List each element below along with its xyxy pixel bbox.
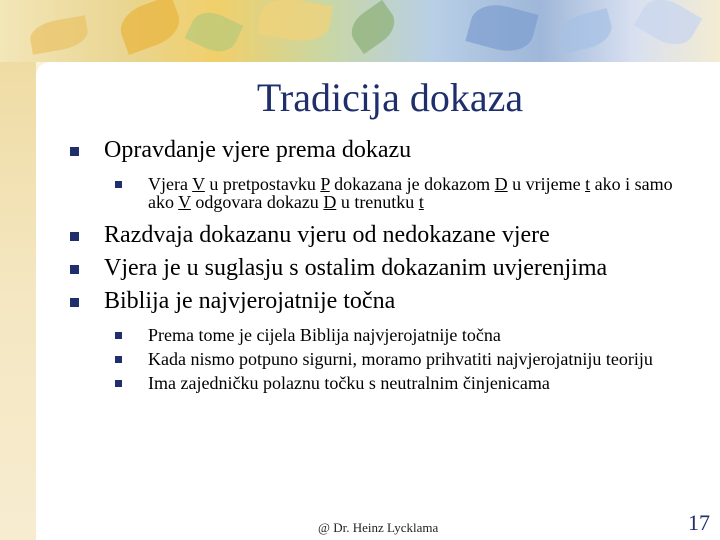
text-run: Vjera bbox=[148, 174, 193, 194]
bullet-item bbox=[60, 252, 708, 285]
variable-d: D bbox=[494, 174, 508, 194]
variable-v: V bbox=[178, 192, 191, 212]
square-bullet-icon bbox=[115, 332, 122, 339]
sub-bullet-text: Prema tome je cijela Biblija najvjerojatnije točna bbox=[148, 325, 501, 345]
sub-bullet-item bbox=[60, 350, 668, 368]
bullet-list bbox=[60, 134, 708, 392]
text-run: u pretpostavku bbox=[204, 174, 321, 194]
decorative-leaf-banner bbox=[0, 0, 720, 62]
bullet-text: Razdvaja dokazanu vjeru od nedokazane vjere bbox=[104, 222, 550, 248]
slide-title: Tradicija dokaza bbox=[256, 75, 524, 120]
page-number: 17 bbox=[688, 510, 710, 535]
square-bullet-icon bbox=[115, 356, 122, 363]
variable-t: t bbox=[585, 174, 591, 194]
variable-t: t bbox=[418, 192, 424, 212]
sub-bullet-item bbox=[60, 374, 720, 392]
variable-v: V bbox=[192, 174, 205, 194]
sub-bullet-item bbox=[60, 326, 708, 344]
variable-p: P bbox=[320, 174, 330, 194]
bullet-item bbox=[60, 285, 708, 318]
footer-author: @ Dr. Heinz Lycklama bbox=[318, 520, 439, 535]
sub-bullet-item bbox=[60, 175, 688, 211]
text-run: dokazana je dokazom bbox=[329, 174, 495, 194]
square-bullet-icon bbox=[115, 380, 122, 387]
text-run: u trenutku bbox=[336, 192, 419, 212]
square-bullet-icon bbox=[70, 298, 79, 307]
sub-bullet-text: Kada nismo potpuno sigurni, moramo prihvatiti najvjerojatniju teoriju bbox=[148, 349, 653, 369]
text-run: u vrijeme bbox=[507, 174, 586, 194]
variable-d: D bbox=[323, 192, 337, 212]
bullet-text: Vjera je u suglasju s ostalim dokazanim uvjerenjima bbox=[104, 255, 608, 281]
bullet-text: Opravdanje vjere prema dokazu bbox=[104, 137, 412, 163]
bullet-text: Biblija je najvjerojatnije točna bbox=[104, 288, 396, 314]
square-bullet-icon bbox=[70, 232, 79, 241]
square-bullet-icon bbox=[70, 265, 79, 274]
bullet-item bbox=[60, 134, 708, 167]
square-bullet-icon bbox=[115, 181, 122, 188]
decorative-left-strip bbox=[0, 62, 36, 540]
text-run: ako i samo ako bbox=[148, 174, 673, 212]
bullet-item bbox=[60, 219, 708, 252]
sub-bullet-text: Ima zajedničku polaznu točku s neutralnim činjenicama bbox=[148, 373, 550, 393]
text-run: odgovara dokazu bbox=[190, 192, 324, 212]
square-bullet-icon bbox=[70, 147, 79, 156]
